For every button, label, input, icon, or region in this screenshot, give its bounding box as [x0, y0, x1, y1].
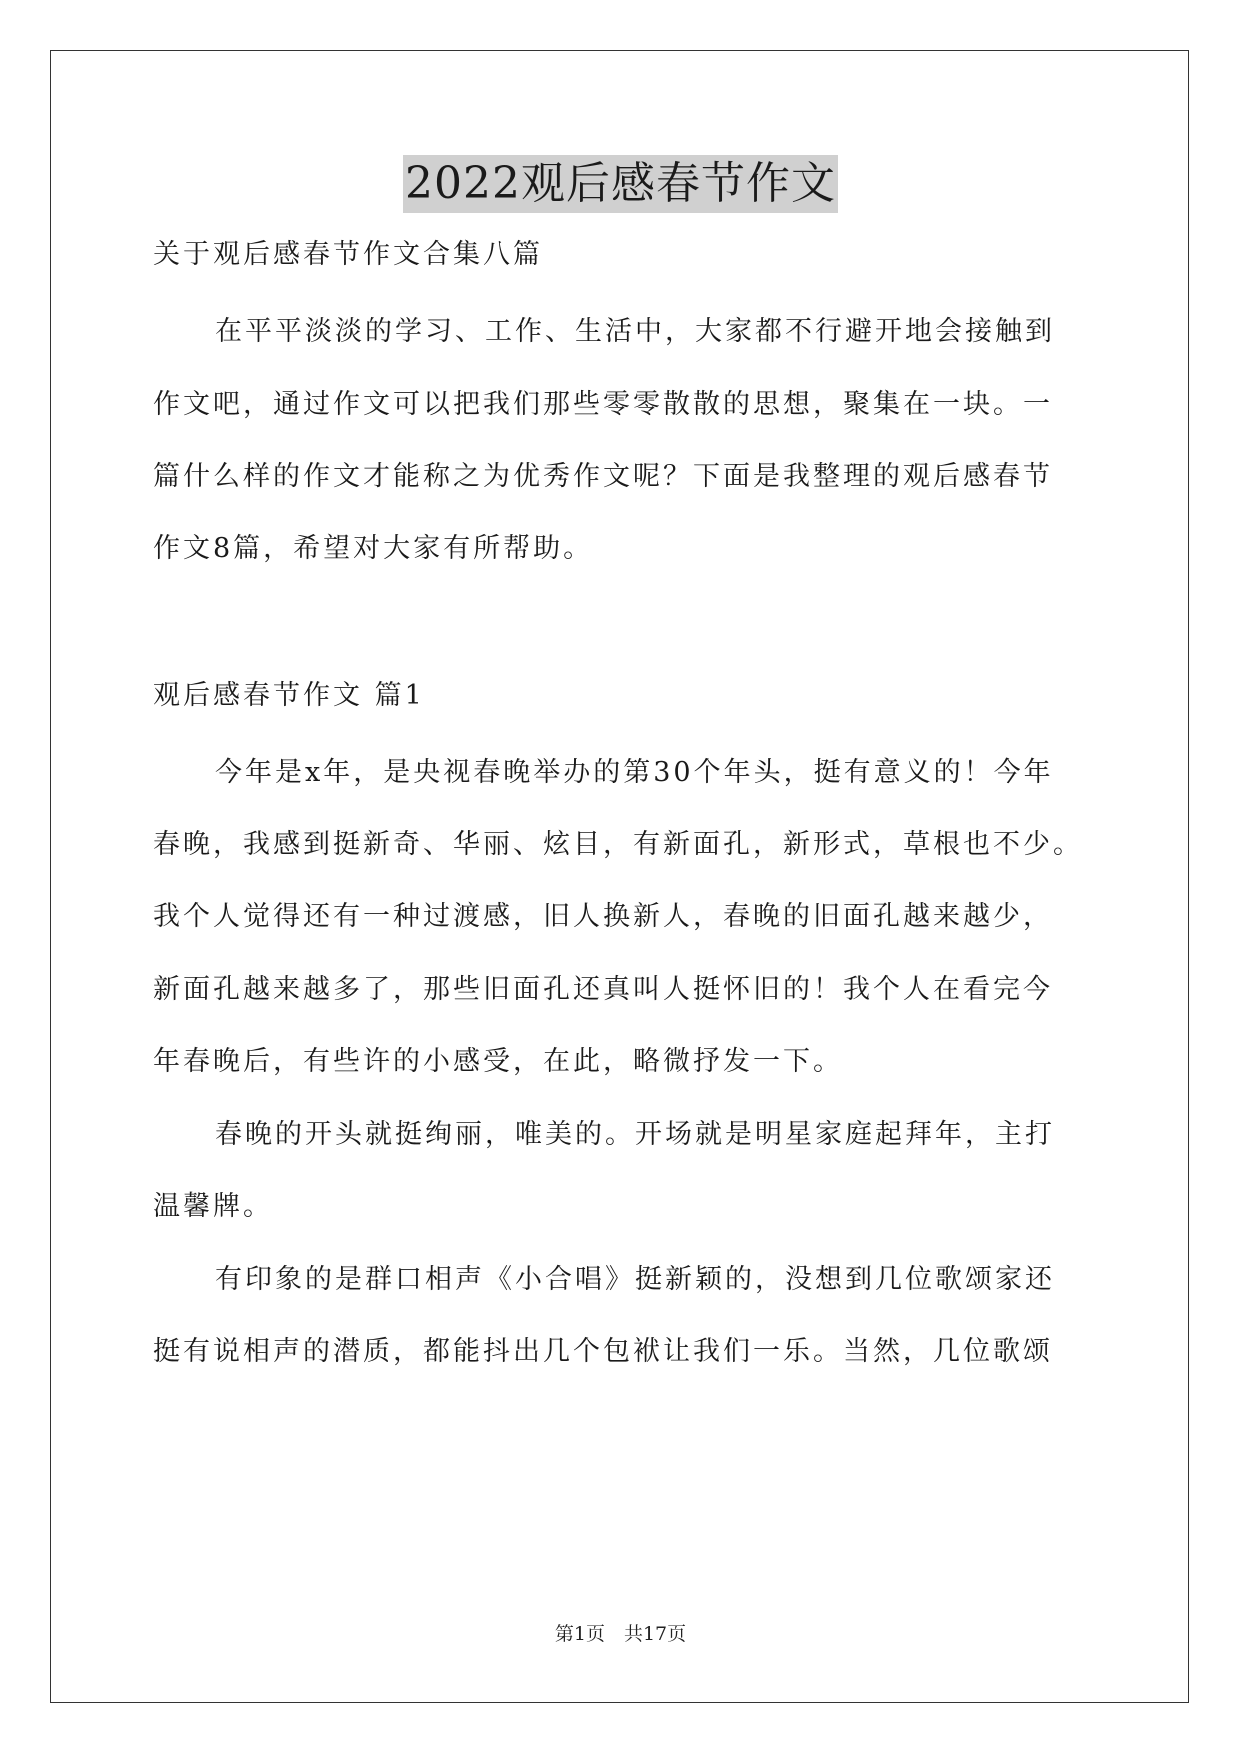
intro-line: 篇什么样的作文才能称之为优秀作文呢？下面是我整理的观后感春节: [153, 461, 1053, 492]
paragraph-line: 春晚的开头就挺绚丽，唯美的。开场就是明星家庭起拜年，主打: [215, 1119, 1055, 1150]
paragraph-line: 我个人觉得还有一种过渡感，旧人换新人，春晚的旧面孔越来越少，: [153, 901, 1053, 932]
paragraph-line: 挺有说相声的潜质，都能抖出几个包袱让我们一乐。当然，几位歌颂: [153, 1336, 1053, 1367]
section-heading: 观后感春节作文 篇1: [153, 680, 425, 711]
paragraph-line: 温馨牌。: [153, 1191, 273, 1222]
paragraph-line: 新面孔越来越多了，那些旧面孔还真叫人挺怀旧的！我个人在看完今: [153, 974, 1053, 1005]
paragraph-line: 春晚，我感到挺新奇、华丽、炫目，有新面孔，新形式，草根也不少。: [153, 829, 1083, 860]
intro-line: 作文吧，通过作文可以把我们那些零零散散的思想，聚集在一块。一: [153, 389, 1053, 420]
document-title-text: 2022观后感春节作文: [403, 155, 838, 213]
paragraph-line: 年春晚后，有些许的小感受，在此，略微抒发一下。: [153, 1046, 843, 1077]
intro-line: 在平平淡淡的学习、工作、生活中，大家都不行避开地会接触到: [215, 316, 1055, 347]
page-border: [50, 50, 1189, 1703]
page-number: 第1页 共17页: [554, 1623, 687, 1645]
document-subtitle: 关于观后感春节作文合集八篇: [153, 239, 543, 270]
paragraph-line: 今年是x年，是央视春晚举办的第30个年头，挺有意义的！今年: [215, 757, 1054, 788]
paragraph-line: 有印象的是群口相声《小合唱》挺新颖的，没想到几位歌颂家还: [215, 1264, 1055, 1295]
intro-line: 作文8篇，希望对大家有所帮助。: [153, 533, 594, 564]
document-title: [0, 155, 1241, 215]
